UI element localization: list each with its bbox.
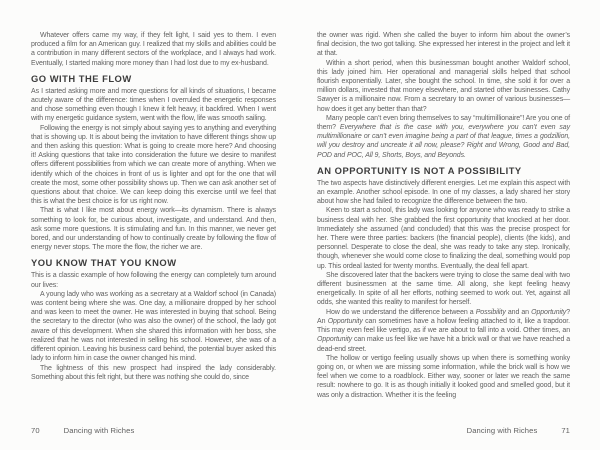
text-run: the owner was rigid. When she called the buyer to inform him about the owner’s final decision, the two got talking. She expressed her interest in the project and left it at that.	[317, 32, 570, 58]
text-run: That is what I like most about energy work—its dynamism. There is always something to look for, be curious about, investigate, and understand. And then, ask some more questions. It is stimulating and fun. In this manner, we never get bored, and our understanding of how to continually create by following the flow of energy never stops. The more the flow, the richer we are.	[31, 207, 276, 252]
text-run: can make us feel like we have hit a brick wall or that we have reached a dead-end street.	[317, 336, 570, 353]
text-run: How do we understand the difference between a	[326, 308, 476, 316]
italic-text-run: Opportunity	[317, 336, 353, 344]
body-paragraph	[31, 364, 276, 382]
body-paragraph	[31, 124, 276, 207]
text-run: She discovered later that the backers were trying to close the same deal with two different businessmen at the same time. All along, she kept feeling heavy energetically. In spite of all her efforts, nothing seemed to work out. Yet, against all odds, she wanted this reality to manifest for herself.	[317, 271, 570, 307]
text-run: Keen to start a school, this lady was looking for anyone who was ready to strike a business deal with her. She grabbed the first opportunity that knocked at her door. Immediately she assumed (and concluded) that this was the precise prospect for her. There were three parties: backers (the financial people), clients (the kids), and personnel. Desperate to close the deal, she was ready to take any step. Ironically, though, whenever she would come close to finalizing the deal, something would pop up. This ordeal lasted for twenty months. Eventually, the deal fell apart.	[317, 207, 570, 270]
body-paragraph	[317, 206, 570, 270]
book-page-right	[300, 0, 600, 450]
body-paragraph	[317, 31, 570, 59]
text-run: The two aspects have distinctively different energies. Let me explain this aspect with an example. Another school episode. In one of my classes, a lady shared her story about how she had failed to recognize the difference between the two.	[317, 179, 570, 206]
running-title-right: Dancing with Riches	[466, 426, 538, 435]
italic-text-run: Everywhere that is the case with you, everywhere you can’t even say multimillionaire or can’t even imagine being a part of that league, times a godzillion, will you destroy and uncreate it all now, please? Right and Wrong, Good and Bad, POD and POC, All 9, Shorts, Boys, and Beyonds.	[317, 124, 570, 159]
italic-text-run: Opportunity	[531, 308, 567, 316]
body-paragraph	[317, 354, 570, 400]
text-run: ? An	[317, 308, 570, 325]
page-right-footer	[467, 426, 570, 435]
italic-text-run: Opportunity	[327, 317, 363, 325]
body-paragraph	[317, 271, 570, 308]
body-paragraph	[31, 206, 276, 252]
text-run: Many people can’t even bring themselves to say “multimillionaire”! Are you one of them?	[317, 114, 570, 132]
section-heading: YOU KNOW THAT YOU KNOW	[31, 257, 177, 269]
body-paragraph	[31, 290, 276, 364]
body-paragraph	[317, 179, 570, 207]
page-number-left: 70	[31, 426, 40, 435]
text-run: and an	[505, 308, 532, 316]
page-number-right: 71	[561, 426, 570, 435]
page-right-text-block	[317, 31, 570, 400]
body-paragraph	[317, 114, 570, 160]
section-heading: GO WITH THE FLOW	[31, 72, 132, 84]
body-paragraph	[31, 31, 276, 68]
body-paragraph	[31, 87, 276, 124]
body-paragraph	[317, 308, 570, 354]
text-run: This is a classic example of how following the energy can completely turn around our lives:	[31, 272, 276, 289]
text-run: Whatever offers came my way, if they felt light, I said yes to them. I even produced a film for an American guy. I realized that my skills and abilities could be a contribution in many different sectors of the workplace, and I always had work. Eventually, I started making more money than I had lost due to my ex-husband.	[31, 32, 276, 67]
text-run: A young lady who was working as a secretary at a Waldorf school (in Canada) was content being where she was. One day, a millionaire dropped by her school and was keen to meet the owner. He was interested in buying that school. Being the secretary to the director (who was also the owner) of the school, the lady got aware of this development. When she shared this information with her boss, she realized that he was not interested in selling his school. However, she was of a different opinion. Leaving his business card behind, the potential buyer asked this lady to inform him in case the owner changed his mind.	[31, 290, 276, 363]
text-run: can sometimes have a hollow feeling attached to it, like a trapdoor. This may even feel like vertigo, as if we are about to fall into a void. Other times, an	[317, 317, 570, 335]
page-left-footer	[31, 426, 134, 435]
running-title-left: Dancing with Riches	[63, 426, 135, 435]
italic-text-run: Possibility	[475, 308, 506, 316]
text-run: The lightness of this new prospect had inspired the lady considerably. Something about this felt right, but there was nothing she could do, since	[31, 364, 276, 381]
section-heading: AN OPPORTUNITY IS NOT A POSSIBILITY	[317, 164, 522, 176]
body-paragraph	[317, 59, 570, 114]
text-run: Within a short period, when this businessman bought another Waldorf school, this lady joined him. Her operational and managerial skills helped that school flourish exponentially. Later, she bought the school. In time, she sold it for over a million dollars, invested that money elsewhere, and started other businesses. Cathy Sawyer is a millionaire now. From a secretary to an owner of various businesses—how does it get any better than that?	[317, 59, 570, 113]
text-run: The hollow or vertigo feeling usually shows up when there is something wonky going on, or when we are missing some information, while the brick wall is how we feel when we come to a roadblock. Either way, sooner or later we reach the same result: nowhere to go. It is as though initially it looked good and smelled good, but it was only a distraction. Whether it is the feeling	[317, 354, 570, 399]
text-run: As I started asking more and more questions for all kinds of situations, I became acutely aware of the difference: times when I overruled the energetic responses and chose something even though I knew it felt heavy, it backfired. When I went with my energetic guidance system, went with the flow, life was smooth sailing.	[31, 87, 276, 123]
page-left-text-block	[31, 31, 276, 382]
text-run: Following the energy is not simply about saying yes to anything and everything that is showing up. It is about being the invitation to have different things show up and then asking this question: What is going to create more here? And choosing it! Asking questions that take into consideration the future we desire to manifest offers different possibilities from which we can create more of anything. When we identify which of the choices in front of us is lighter and opt for the one that will create the most, some other possibility shows up. Then we can ask another set of questions about that choice. We can keep doing this exercise until we feel that this is what the best choice is for us right now.	[31, 124, 276, 206]
body-paragraph	[31, 271, 276, 289]
